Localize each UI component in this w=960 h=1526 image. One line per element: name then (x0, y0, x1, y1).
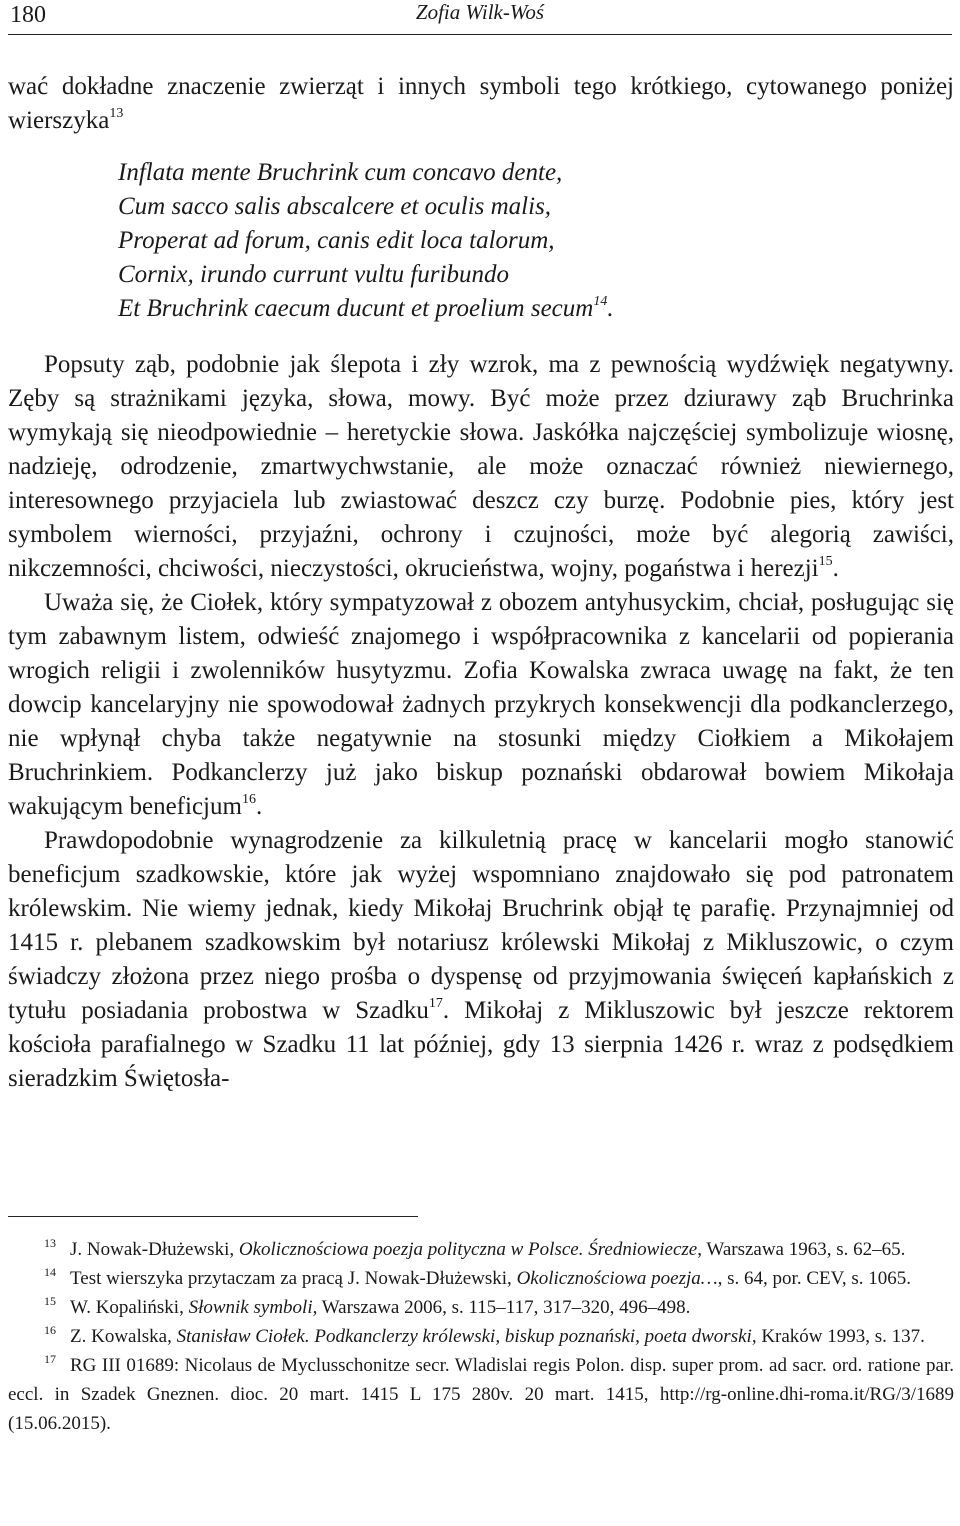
footnote-text: Test wierszyka przytaczam za pracą J. Nowak-Dłużewski, (70, 1268, 517, 1289)
footnote-ref-15: 15 (818, 554, 833, 569)
paragraph-2 (8, 586, 954, 824)
footnote-number: 16 (44, 1323, 56, 1337)
footnote-text: W. Kopaliński, (70, 1297, 189, 1318)
paragraph-text: Popsuty ząb, podobnie jak ślepota i zły wzrok, ma z pewnością wydźwięk negatywny. Zęby są strażnikami języka, słowa, mowy. Być może przez dziurawy ząb Bruchrinka wymykają się nieodpowiednie – heretyckie słowa. Jaskółka najczęściej symbolizuje wiosnę, nadzieję, odrodzenie, zmartwychwstanie, ale może oznaczać również niewiernego, interesownego przyjaciela lub zwiastować deszcz czy burzę. Podobnie pies, który jest symbolem wierności, przyjaźni, ochrony i czujności, może być alegorią zawiści, nikczemności, chciwości, nieczystości, okrucieństwa, wojny, pogaństwa i herezji (8, 351, 954, 582)
intro-text: wać dokładne znaczenie zwierząt i innych symboli tego krótkiego, cytowanego poniżej wierszyka (8, 73, 954, 134)
footnote-text: RG III 01689: Nicolaus de Myclusschonitze secr. Wladislai regis Polon. disp. super prom. ad sacr. ord. ratione par. eccl. in Szadek Gneznen. dioc. 20 mart. 1415 L 175 280v. 20 mart. 1415, http://rg-online.dhi-roma.it/RG/3/1689 (15.06.2015). (8, 1355, 954, 1434)
footnote-17 (8, 1351, 954, 1438)
footnote-title: Okolicznościowa poezja… (516, 1268, 718, 1289)
footnote-15 (8, 1293, 954, 1322)
footnote-title: Słownik symboli (188, 1297, 313, 1318)
paragraph-end: . (832, 555, 839, 582)
paragraph-text: Prawdopodobnie wynagrodzenie za kilkuletnią pracę w kancelarii mogło stanowić beneficjum szadkowskie, które jak wyżej wspomniano znajdowało się pod patronatem królewskim. Nie wiemy jednak, kiedy Mikołaj Bruchrink objął tę parafię. Przynajmniej od 1415 r. plebanem szadkowskim był notariusz królewski Mikołaj z Mikluszowic, o czym świadczy złożona przez niego prośba o dyspensę od przyjmowania święceń kapłańskich z tytułu posiadania probostwa w Szadku (8, 827, 954, 1024)
footnote-text: J. Nowak-Dłużewski, (70, 1239, 239, 1260)
main-text (8, 70, 954, 1096)
footnote-13 (8, 1235, 954, 1264)
footnote-ref-16: 16 (241, 792, 256, 807)
latin-poem (118, 156, 954, 326)
footnote-ref-14: 14 (593, 294, 608, 309)
paragraph-end: . Mikołaj z Mikluszowic był jeszcze rektorem kościoła parafialnego w Szadku 11 lat później, gdy 13 sierpnia 1426 r. wraz z podsędkiem sieradzkim Świętosła- (8, 997, 954, 1092)
footnote-text: , Kraków 1993, s. 137. (751, 1326, 925, 1347)
poem-line-text: Et Bruchrink caecum ducunt et proelium secum (118, 295, 594, 322)
footnote-ref-17: 17 (428, 996, 443, 1011)
footnote-ref-13: 13 (109, 106, 124, 121)
running-head: Zofia Wilk-Woś (415, 0, 545, 24)
page-number: 180 (10, 2, 46, 28)
poem-line: Cornix, irundo currunt vultu furibundo (118, 261, 509, 288)
footnote-number: 14 (44, 1265, 56, 1279)
poem-end: . (607, 295, 614, 322)
footnote-text: , s. 64, por. CEV, s. 1065. (717, 1268, 912, 1289)
poem-line: Cum sacco salis abscalcere et oculis malis, (118, 193, 552, 220)
paragraph-3 (8, 824, 954, 1096)
footnote-title: Okolicznościowa poezja polityczna w Polsce. Średniowiecze (238, 1239, 698, 1260)
footnote-text: , Warszawa 2006, s. 115–117, 317–320, 496–498. (312, 1297, 691, 1318)
page-header (8, 0, 952, 35)
footnotes (8, 1235, 954, 1438)
footnote-number: 13 (44, 1236, 56, 1250)
footnote-title: Stanisław Ciołek. Podkanclerzy królewski, biskup poznański, poeta dworski (176, 1326, 752, 1347)
footnote-number: 17 (44, 1352, 56, 1366)
paragraph-text: Uważa się, że Ciołek, który sympatyzował z obozem antyhusyckim, chciał, posługując się tym zabawnym listem, odwieść znajomego i współpracownika z kancelarii od popierania wrogich religii i zwolenników husytyzmu. Zofia Kowalska zwraca uwagę na fakt, że ten dowcip kancelaryjny nie spowodował żadnych przykrych konsekwencji dla podkanclerzego, nie wpłynął chyba także negatywnie na stosunki między Ciołkiem a Mikołajem Bruchrinkiem. Podkanclerzy już jako biskup poznański obdarował bowiem Mikołaja wakującym beneficjum (8, 589, 954, 820)
footnote-14 (8, 1264, 954, 1293)
intro-paragraph (8, 70, 954, 138)
paragraph-1 (8, 348, 954, 586)
footnote-number: 15 (44, 1294, 56, 1308)
poem-line: Properat ad forum, canis edit loca talorum, (118, 227, 555, 254)
footnote-16 (8, 1322, 954, 1351)
paragraph-end: . (255, 793, 263, 820)
footnote-separator (8, 1216, 418, 1217)
footnote-text: , Warszawa 1963, s. 62–65. (697, 1239, 906, 1260)
poem-line-last (118, 292, 954, 326)
footnote-text: Z. Kowalska, (70, 1326, 177, 1347)
poem-line: Inflata mente Bruchrink cum concavo dente, (118, 159, 563, 186)
